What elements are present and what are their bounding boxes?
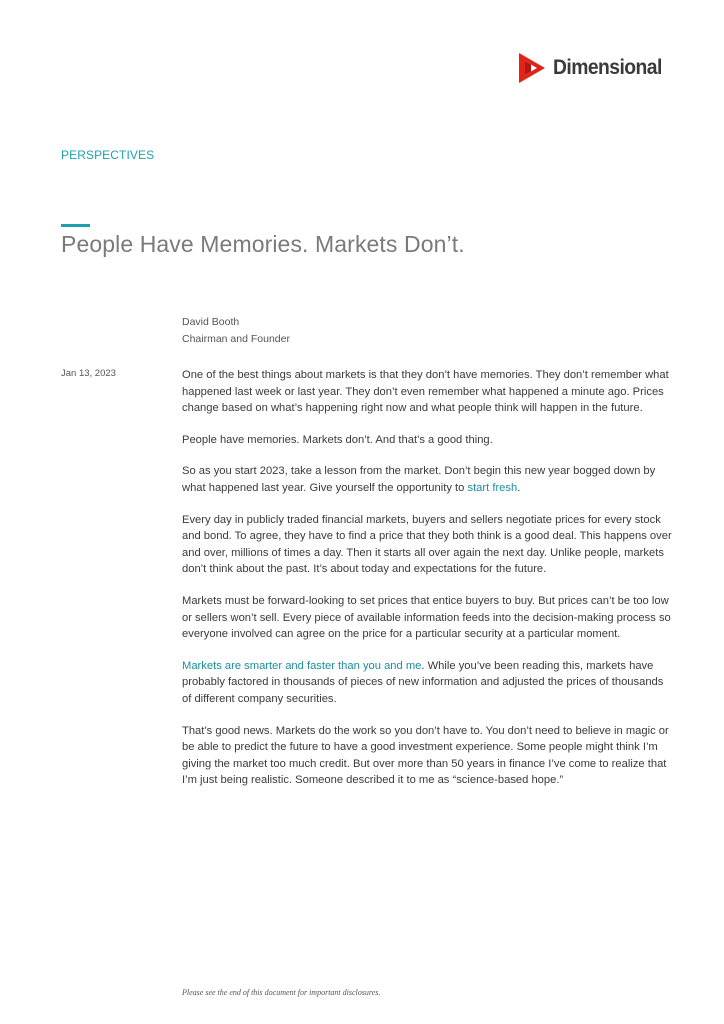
paragraph: Every day in publicly traded financial markets, buyers and sellers negotiate prices for every stock and bond. To agree, they have to find a price that they both think is a good deal. This happens over and over, millions of times a day. Then it starts all over again the next day. Unlike people, markets don’t think about the past. It’s about today and expectations for the future. xyxy=(182,513,672,576)
author-block xyxy=(182,314,290,348)
paragraph: That’s good news. Markets do the work so you don’t have to. You don’t need to believe in magic or be able to predict the future to have a good investment experience. Some people might think I’m giving the market too much credit. But over more than 50 years in finance I’ve come to realize that I’m just being realistic. Someone described it to me as “science-based hope.” xyxy=(182,724,669,787)
start-fresh-link[interactable]: start fresh xyxy=(467,481,518,494)
paragraph-text: So as you start 2023, take a lesson from the market. Don’t begin this new year bogged down by what happened last year. Give yourself the opportunity to xyxy=(182,465,656,494)
disclosure-note: Please see the end of this document for important disclosures. xyxy=(182,988,381,997)
markets-smarter-link[interactable]: Markets are smarter and faster than you and me xyxy=(182,659,422,672)
author-role: Chairman and Founder xyxy=(182,333,290,345)
paragraph-text: . xyxy=(517,481,521,494)
section-label: PERSPECTIVES xyxy=(61,148,155,162)
paragraph: One of the best things about markets is that they don’t have memories. They don’t remember what happened last week or last year. They don’t even remember what happened a minute ago. Prices change based on what’s happening right now and what people think will happen in the future. xyxy=(182,369,669,415)
author-name: David Booth xyxy=(182,316,240,328)
dimensional-logo-icon xyxy=(517,52,547,84)
paragraph: Markets must be forward-looking to set prices that entice buyers to buy. But prices can’t be too low or sellers won’t sell. Every piece of available information feeds into the decision-making process so everyone involved can agree on the price for a particular security at a particular moment. xyxy=(182,594,671,641)
logo-text: Dimensional xyxy=(553,56,662,79)
paragraph: People have memories. Markets don’t. And that’s a good thing. xyxy=(182,433,493,446)
paragraph-text: . While you’ve been reading this, markets have probably factored in thousands of pieces of new information and adjusted the prices of thousands of different company securities. xyxy=(182,659,664,705)
page-title: People Have Memories. Markets Don’t. xyxy=(61,231,465,257)
paragraph xyxy=(182,658,674,708)
publish-date: Jan 13, 2023 xyxy=(61,368,116,379)
title-accent-rule xyxy=(61,224,90,227)
paragraph xyxy=(182,463,674,496)
dimensional-logo xyxy=(517,52,671,84)
article-body xyxy=(182,367,674,804)
